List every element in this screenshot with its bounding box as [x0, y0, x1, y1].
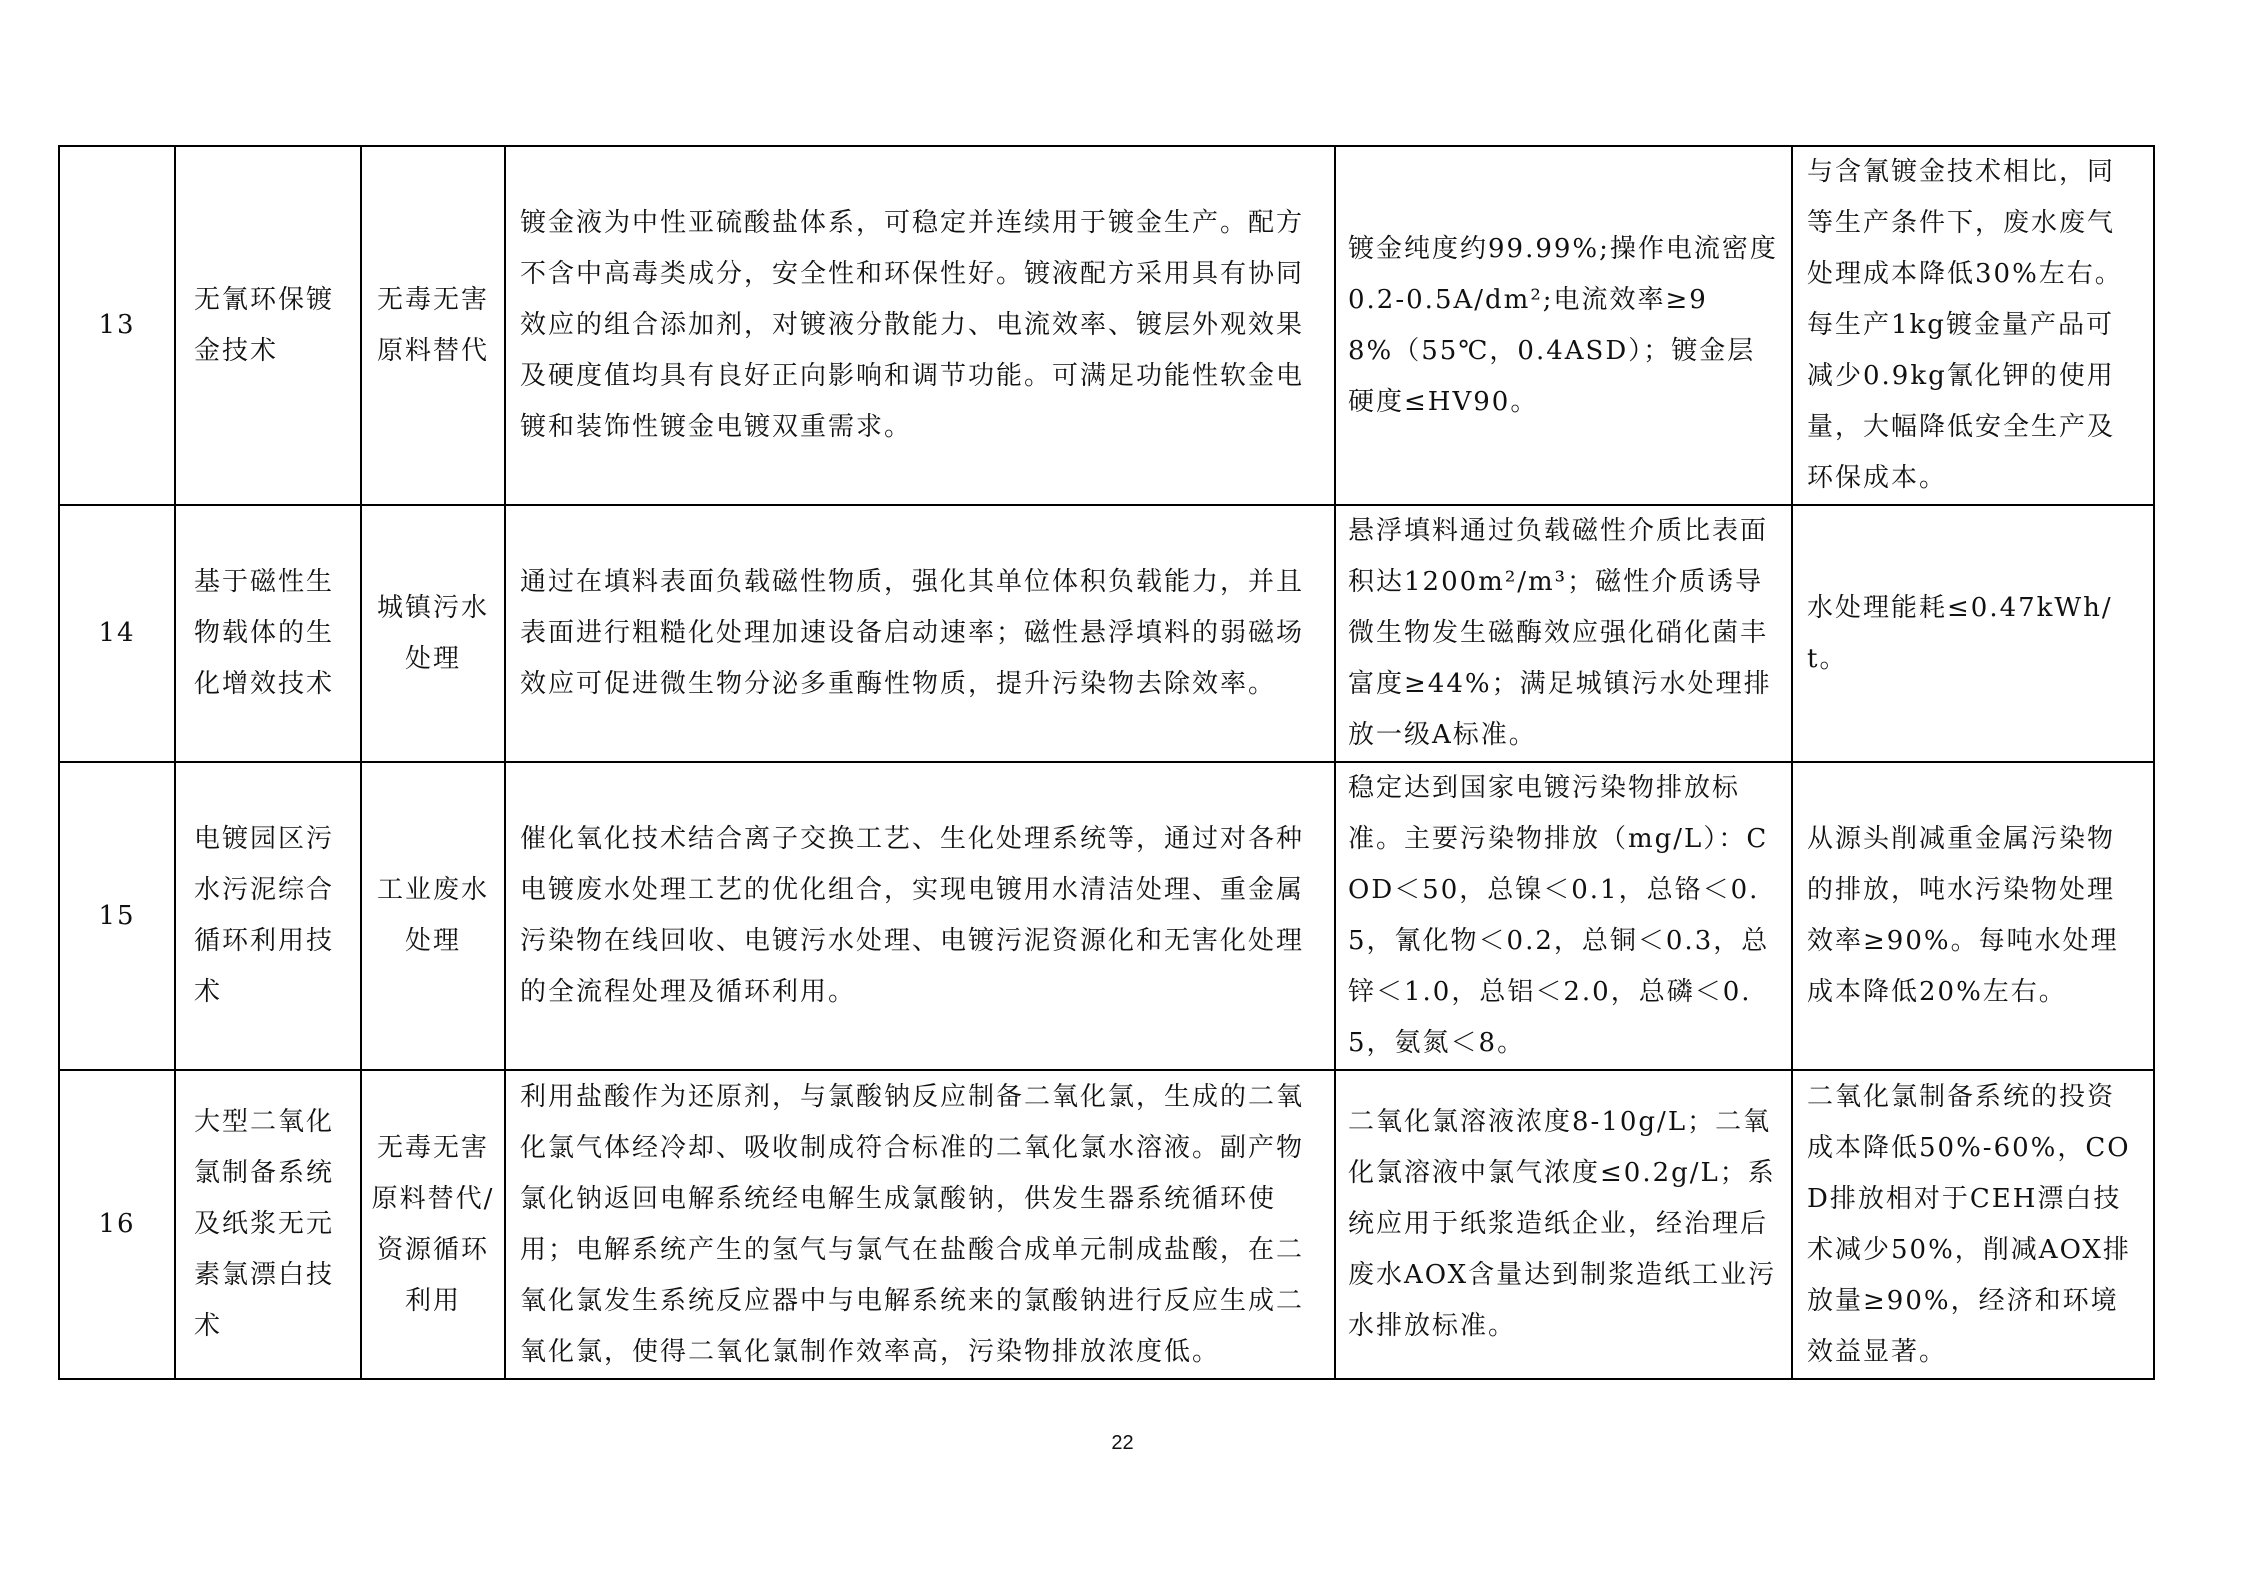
technology-benefit: 二氧化氯制备系统的投资成本降低50%-60%，COD排放相对于CEH漂白技术减少50%，削减AOX排放量≥90%，经济和环境效益显著。 — [1792, 1070, 2154, 1379]
table-row — [59, 1070, 2154, 1379]
technology-benefit: 从源头削减重金属污染物的排放，吨水污染物处理效率≥90%。每吨水处理成本降低20%左右。 — [1792, 762, 2154, 1070]
technology-table — [58, 145, 2155, 1380]
technology-benefit: 与含氰镀金技术相比，同等生产条件下，废水废气处理成本降低30%左右。每生产1kg镀金量产品可减少0.9kg氰化钾的使用量，大幅降低安全生产及环保成本。 — [1792, 146, 2154, 505]
technology-performance: 悬浮填料通过负载磁性介质比表面积达1200m²/m³；磁性介质诱导微生物发生磁酶效应强化硝化菌丰富度≥44%；满足城镇污水处理排放一级A标准。 — [1335, 505, 1792, 762]
row-number: 15 — [59, 762, 175, 1070]
technology-name: 大型二氧化氯制备系统及纸浆无元素氯漂白技术 — [175, 1070, 361, 1379]
table-row — [59, 762, 2154, 1070]
technology-benefit: 水处理能耗≤0.47kWh/t。 — [1792, 505, 2154, 762]
table-row — [59, 505, 2154, 762]
technology-category: 城镇污水处理 — [361, 505, 505, 762]
technology-name: 基于磁性生物载体的生化增效技术 — [175, 505, 361, 762]
technology-name: 无氰环保镀金技术 — [175, 146, 361, 505]
page-number: 22 — [1111, 1432, 1134, 1454]
technology-description: 催化氧化技术结合离子交换工艺、生化处理系统等，通过对各种电镀废水处理工艺的优化组合，实现电镀用水清洁处理、重金属污染物在线回收、电镀污水处理、电镀污泥资源化和无害化处理的全流程处理及循环利用。 — [505, 762, 1335, 1070]
technology-description: 通过在填料表面负载磁性物质，强化其单位体积负载能力，并且表面进行粗糙化处理加速设备启动速率；磁性悬浮填料的弱磁场效应可促进微生物分泌多重酶性物质，提升污染物去除效率。 — [505, 505, 1335, 762]
row-number: 13 — [59, 146, 175, 505]
technology-performance: 二氧化氯溶液浓度8-10g/L；二氧化氯溶液中氯气浓度≤0.2g/L；系统应用于纸浆造纸企业，经治理后废水AOX含量达到制浆造纸工业污水排放标准。 — [1335, 1070, 1792, 1379]
technology-name: 电镀园区污水污泥综合循环利用技术 — [175, 762, 361, 1070]
technology-category: 无毒无害原料替代 — [361, 146, 505, 505]
technology-description: 利用盐酸作为还原剂，与氯酸钠反应制备二氧化氯，生成的二氧化氯气体经冷却、吸收制成符合标准的二氧化氯水溶液。副产物氯化钠返回电解系统经电解生成氯酸钠，供发生器系统循环使用；电解系统产生的氢气与氯气在盐酸合成单元制成盐酸，在二氧化氯发生系统反应器中与电解系统来的氯酸钠进行反应生成二氧化氯，使得二氧化氯制作效率高，污染物排放浓度低。 — [505, 1070, 1335, 1379]
technology-category: 工业废水处理 — [361, 762, 505, 1070]
technology-performance: 稳定达到国家电镀污染物排放标准。主要污染物排放（mg/L）：COD＜50，总镍＜0.1，总铬＜0.5，氰化物＜0.2，总铜＜0.3，总锌＜1.0，总铝＜2.0，总磷＜0.5，氨氮＜8。 — [1335, 762, 1792, 1070]
technology-performance: 镀金纯度约99.99%;操作电流密度0.2-0.5A/dm²;电流效率≥98%（55℃，0.4ASD）；镀金层硬度≤HV90。 — [1335, 146, 1792, 505]
technology-description: 镀金液为中性亚硫酸盐体系，可稳定并连续用于镀金生产。配方不含中高毒类成分，安全性和环保性好。镀液配方采用具有协同效应的组合添加剂，对镀液分散能力、电流效率、镀层外观效果及硬度值均具有良好正向影响和调节功能。可满足功能性软金电镀和装饰性镀金电镀双重需求。 — [505, 146, 1335, 505]
row-number: 16 — [59, 1070, 175, 1379]
technology-category: 无毒无害原料替代/资源循环利用 — [361, 1070, 505, 1379]
row-number: 14 — [59, 505, 175, 762]
table-row — [59, 146, 2154, 505]
